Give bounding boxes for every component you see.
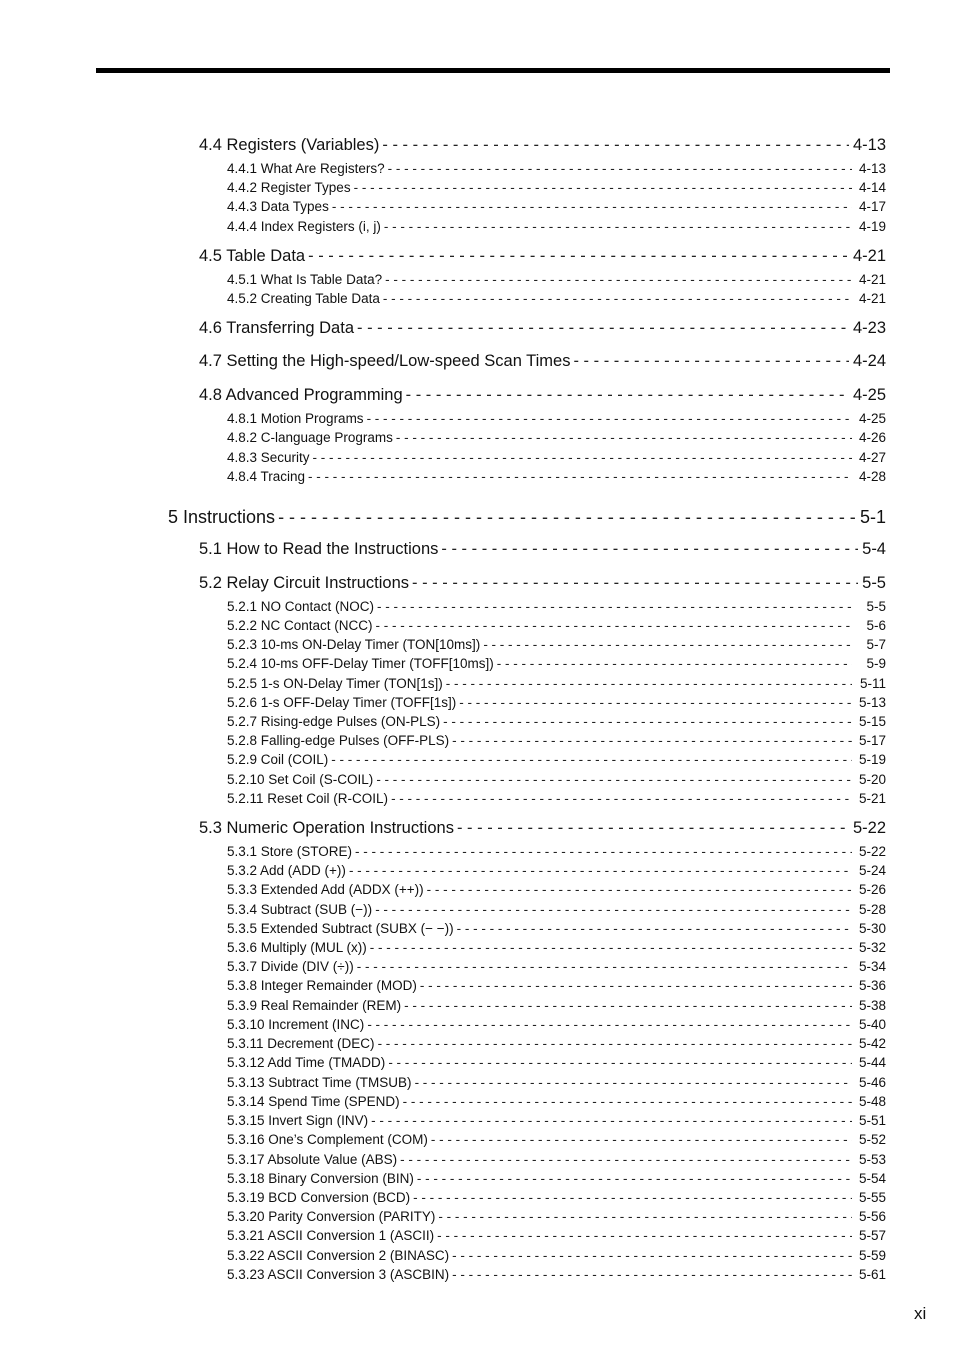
- dot-leader: [441, 540, 858, 559]
- dot-leader: [355, 844, 852, 859]
- dot-leader: [278, 507, 856, 528]
- toc-subsection-entry[interactable]: [227, 1267, 886, 1282]
- toc-subsection-entry[interactable]: [227, 599, 886, 614]
- toc-entry-title: 5.3.16 One’s Complement (COM): [227, 1132, 428, 1147]
- toc-entry-title: 4.6 Transferring Data: [199, 319, 354, 337]
- toc-entry-page: 5-9: [866, 656, 886, 671]
- toc-subsection-entry[interactable]: [227, 714, 886, 729]
- toc-entry-page: 5-61: [858, 1267, 886, 1282]
- toc-subsection-entry[interactable]: [227, 1113, 886, 1128]
- dot-leader: [443, 714, 852, 729]
- toc-entry-page: 4-13: [852, 136, 886, 154]
- toc-subsection-entry[interactable]: [227, 978, 886, 993]
- toc-subsection-entry[interactable]: [227, 637, 886, 652]
- toc-subsection-entry[interactable]: [227, 1017, 886, 1032]
- toc-entry-page: 5-22: [852, 819, 886, 837]
- toc-entry-title: 5.2.3 10-ms ON-Delay Timer (TON[10ms]): [227, 637, 481, 652]
- toc-entry-title: 4.8.1 Motion Programs: [227, 411, 364, 426]
- toc-subsection-entry[interactable]: [227, 161, 886, 176]
- toc-subsection-entry[interactable]: [227, 291, 886, 306]
- toc-entry-page: 4-26: [858, 430, 886, 445]
- toc-subsection-entry[interactable]: [227, 1228, 886, 1243]
- toc-entry-page: 4-21: [852, 247, 886, 265]
- toc-entry-title: 4.8.4 Tracing: [227, 469, 306, 484]
- dot-leader: [412, 574, 858, 593]
- dot-leader: [376, 772, 852, 787]
- toc-entry-title: 5.3.17 Absolute Value (ABS): [227, 1152, 398, 1167]
- toc-section-entry[interactable]: [199, 319, 886, 338]
- toc-section-entry[interactable]: [199, 386, 886, 405]
- toc-entry-page: 4-21: [858, 272, 886, 287]
- toc-entry-title: 4.7 Setting the High-speed/Low-speed Scan Times: [199, 352, 571, 370]
- dot-leader: [332, 199, 852, 214]
- toc-entry-page: 4-23: [852, 319, 886, 337]
- toc-entry-page: 5-24: [858, 863, 886, 878]
- toc-entry-page: 5-21: [858, 791, 886, 806]
- toc-entry-page: 5-1: [859, 507, 886, 527]
- toc-entry-page: 5-28: [858, 902, 886, 917]
- dot-leader: [417, 1171, 852, 1186]
- toc-section-entry[interactable]: [199, 574, 886, 593]
- dot-leader: [371, 1113, 852, 1128]
- toc-entry-title: 4.8.2 C-language Programs: [227, 430, 393, 445]
- toc-entry-title: 5.3.10 Increment (INC): [227, 1017, 365, 1032]
- dot-leader: [308, 469, 852, 484]
- toc-subsection-entry[interactable]: [227, 272, 886, 287]
- toc-entry-title: 5.3.14 Spend Time (SPEND): [227, 1094, 400, 1109]
- toc-entry-title: 5.3.20 Parity Conversion (PARITY): [227, 1209, 436, 1224]
- dot-leader: [376, 618, 852, 633]
- toc-subsection-entry[interactable]: [227, 1132, 886, 1147]
- toc-entry-title: 5.1 How to Read the Instructions: [199, 540, 439, 558]
- dot-leader: [388, 161, 852, 176]
- toc-entry-page: 4-25: [852, 386, 886, 404]
- toc-entry-title: 4.4.1 What Are Registers?: [227, 161, 385, 176]
- toc-entry-title: 5.3.15 Invert Sign (INV): [227, 1113, 369, 1128]
- toc-entry-title: 5.2.6 1-s OFF-Delay Timer (TOFF[1s]): [227, 695, 457, 710]
- toc-entry-title: 5.3.4 Subtract (SUB (−)): [227, 902, 373, 917]
- dot-leader: [400, 1152, 852, 1167]
- toc-entry-title: 4.4.2 Register Types: [227, 180, 351, 195]
- toc-subsection-entry[interactable]: [227, 1075, 886, 1090]
- toc-subsection-entry[interactable]: [227, 676, 886, 691]
- toc-entry-page: 5-11: [859, 676, 886, 691]
- toc-subsection-entry[interactable]: [227, 618, 886, 633]
- dot-leader: [391, 791, 852, 806]
- toc-entry-page: 4-17: [858, 199, 886, 214]
- dot-leader: [331, 752, 852, 767]
- toc-entry-title: 5.2 Relay Circuit Instructions: [199, 574, 409, 592]
- toc-entry-page: 4-19: [858, 219, 886, 234]
- toc-entry-title: 4.8.3 Security: [227, 450, 310, 465]
- toc-entry-page: 5-20: [858, 772, 886, 787]
- dot-leader: [382, 136, 849, 155]
- toc-entry-title: 5.2.7 Rising-edge Pulses (ON-PLS): [227, 714, 441, 729]
- toc-subsection-entry[interactable]: [227, 733, 886, 748]
- toc-entry-title: 5.2.9 Coil (COIL): [227, 752, 329, 767]
- toc-entry-title: 4.5.1 What Is Table Data?: [227, 272, 383, 287]
- toc-section-entry[interactable]: [199, 247, 886, 266]
- toc-entry-page: 5-53: [858, 1152, 886, 1167]
- toc-entry-page: 5-22: [858, 844, 886, 859]
- toc-entry-title: 4.5 Table Data: [199, 247, 306, 265]
- toc-entry-page: 5-5: [862, 574, 886, 592]
- toc-entry-page: 5-51: [858, 1113, 886, 1128]
- toc-entry-page: 5-7: [866, 637, 886, 652]
- toc-entry-title: 5.2.10 Set Coil (S-COIL): [227, 772, 374, 787]
- dot-leader: [357, 319, 849, 338]
- toc-entry-title: 5.3.5 Extended Subtract (SUBX (− −)): [227, 921, 454, 936]
- toc-entry-page: 5-40: [858, 1017, 886, 1032]
- toc-subsection-entry[interactable]: [227, 1036, 886, 1051]
- toc-entry-title: 4.8 Advanced Programming: [199, 386, 403, 404]
- toc-entry-title: 5.3.8 Integer Remainder (MOD): [227, 978, 417, 993]
- toc-entry-title: 5.3.21 ASCII Conversion 1 (ASCII): [227, 1228, 435, 1243]
- toc-entry-title: 5.3.11 Decrement (DEC): [227, 1036, 375, 1051]
- toc-chapter-entry[interactable]: [168, 507, 886, 528]
- dot-leader: [431, 1132, 852, 1147]
- dot-leader: [367, 1017, 852, 1032]
- toc-entry-title: 5.3 Numeric Operation Instructions: [199, 819, 454, 837]
- dot-leader: [437, 1228, 852, 1243]
- toc-subsection-entry[interactable]: [227, 411, 886, 426]
- toc-entry-page: 4-24: [852, 352, 886, 370]
- toc-entry-page: 5-19: [858, 752, 886, 767]
- toc-entry-page: 5-15: [858, 714, 886, 729]
- dot-leader: [378, 1036, 852, 1051]
- dot-leader: [367, 411, 852, 426]
- toc-entry-page: 5-59: [858, 1248, 886, 1263]
- toc-entry-page: 4-14: [858, 180, 886, 195]
- dot-leader: [452, 1267, 852, 1282]
- dot-leader: [413, 1190, 852, 1205]
- dot-leader: [573, 352, 849, 371]
- toc-entry-page: 5-48: [858, 1094, 886, 1109]
- toc-entry-page: 5-13: [858, 695, 886, 710]
- toc-subsection-entry[interactable]: [227, 1055, 886, 1070]
- toc-subsection-entry[interactable]: [227, 1094, 886, 1109]
- toc-entry-page: 5-32: [858, 940, 886, 955]
- dot-leader: [459, 695, 852, 710]
- dot-leader: [446, 676, 852, 691]
- toc-subsection-entry[interactable]: [227, 902, 886, 917]
- dot-leader: [396, 430, 852, 445]
- dot-leader: [452, 1248, 852, 1263]
- toc-subsection-entry[interactable]: [227, 199, 886, 214]
- toc-subsection-entry[interactable]: [227, 180, 886, 195]
- toc-entry-page: 4-28: [858, 469, 886, 484]
- toc-entry-title: 5.3.1 Store (STORE): [227, 844, 353, 859]
- toc-entry-title: 5.3.23 ASCII Conversion 3 (ASCBIN): [227, 1267, 450, 1282]
- toc-entry-title: 4.4.4 Index Registers (i, j): [227, 219, 381, 234]
- dot-leader: [427, 882, 852, 897]
- toc-entry-page: 5-30: [858, 921, 886, 936]
- dot-leader: [483, 637, 852, 652]
- toc-subsection-entry[interactable]: [227, 921, 886, 936]
- dot-leader: [384, 219, 852, 234]
- dot-leader: [377, 599, 852, 614]
- toc-entry-title: 5.3.13 Subtract Time (TMSUB): [227, 1075, 412, 1090]
- dot-leader: [370, 940, 852, 955]
- toc-section-entry[interactable]: [199, 819, 886, 838]
- toc-subsection-entry[interactable]: [227, 1190, 886, 1205]
- dot-leader: [308, 247, 849, 266]
- dot-leader: [354, 180, 852, 195]
- dot-leader: [349, 863, 852, 878]
- toc-subsection-entry[interactable]: [227, 791, 886, 806]
- toc-entry-title: 5.2.1 NO Contact (NOC): [227, 599, 375, 614]
- toc-entry-page: 5-26: [858, 882, 886, 897]
- dot-leader: [383, 291, 852, 306]
- toc-entry-page: 5-55: [858, 1190, 886, 1205]
- toc-entry-title: 4.4.3 Data Types: [227, 199, 329, 214]
- page-number: xi: [914, 1304, 927, 1323]
- dot-leader: [457, 921, 852, 936]
- dot-leader: [420, 978, 852, 993]
- toc-entry-page: 5-54: [858, 1171, 886, 1186]
- dot-leader: [438, 1209, 852, 1224]
- toc-subsection-entry[interactable]: [227, 469, 886, 484]
- toc-entry-title: 5.3.9 Real Remainder (REM): [227, 998, 402, 1013]
- toc-subsection-entry[interactable]: [227, 752, 886, 767]
- dot-leader: [313, 450, 852, 465]
- toc-subsection-entry[interactable]: [227, 430, 886, 445]
- toc-entry-page: 5-38: [858, 998, 886, 1013]
- dot-leader: [357, 959, 852, 974]
- dot-leader: [404, 998, 852, 1013]
- toc-entry-page: 5-46: [858, 1075, 886, 1090]
- toc-entry-title: 5.3.12 Add Time (TMADD): [227, 1055, 386, 1070]
- toc-entry-title: 5.3.7 Divide (DIV (÷)): [227, 959, 354, 974]
- toc-entry-title: 5.2.4 10-ms OFF-Delay Timer (TOFF[10ms]): [227, 656, 494, 671]
- toc-entry-page: 5-56: [858, 1209, 886, 1224]
- toc-entry-page: 5-6: [866, 618, 886, 633]
- toc-entry-page: 5-5: [866, 599, 886, 614]
- toc-subsection-entry[interactable]: [227, 772, 886, 787]
- toc-entry-title: 5.3.6 Multiply (MUL (x)): [227, 940, 367, 955]
- toc-entry-title: 5.2.2 NC Contact (NCC): [227, 618, 373, 633]
- toc-entry-page: 5-57: [858, 1228, 886, 1243]
- toc-entry-title: 4.5.2 Creating Table Data: [227, 291, 380, 306]
- dot-leader: [452, 733, 852, 748]
- toc-entry-page: 4-27: [858, 450, 886, 465]
- toc-entry-title: 5.3.19 BCD Conversion (BCD): [227, 1190, 411, 1205]
- toc-entry-title: 5.3.22 ASCII Conversion 2 (BINASC): [227, 1248, 450, 1263]
- toc-subsection-entry[interactable]: [227, 1248, 886, 1263]
- toc-subsection-entry[interactable]: [227, 219, 886, 234]
- dot-leader: [406, 386, 849, 405]
- toc-subsection-entry[interactable]: [227, 450, 886, 465]
- toc-entry-page: 5-52: [858, 1132, 886, 1147]
- toc-entry-page: 4-25: [858, 411, 886, 426]
- toc-subsection-entry[interactable]: [227, 1152, 886, 1167]
- toc-entry-page: 5-42: [858, 1036, 886, 1051]
- toc-section-entry[interactable]: [199, 352, 886, 371]
- toc-subsection-entry[interactable]: [227, 1171, 886, 1186]
- toc-subsection-entry[interactable]: [227, 959, 886, 974]
- dot-leader: [375, 902, 852, 917]
- toc-subsection-entry[interactable]: [227, 844, 886, 859]
- toc-entry-page: 4-13: [858, 161, 886, 176]
- toc-entry-title: 5.3.18 Binary Conversion (BIN): [227, 1171, 414, 1186]
- toc-section-entry[interactable]: [199, 540, 886, 559]
- toc-entry-title: 4.4 Registers (Variables): [199, 136, 380, 154]
- toc-entry-page: 5-17: [858, 733, 886, 748]
- toc-entry-title: 5.2.11 Reset Coil (R-COIL): [227, 791, 389, 806]
- toc-entry-title: 5.3.3 Extended Add (ADDX (++)): [227, 882, 424, 897]
- toc-entry-page: 5-34: [858, 959, 886, 974]
- dot-leader: [457, 819, 849, 838]
- toc-subsection-entry[interactable]: [227, 1209, 886, 1224]
- dot-leader: [385, 272, 852, 287]
- toc-subsection-entry[interactable]: [227, 656, 886, 671]
- dot-leader: [388, 1055, 852, 1070]
- toc-subsection-entry[interactable]: [227, 863, 886, 878]
- toc-section-entry[interactable]: [199, 136, 886, 155]
- toc-entry-title: 5 Instructions: [168, 507, 276, 527]
- toc-subsection-entry[interactable]: [227, 882, 886, 897]
- toc-entry-page: 5-44: [858, 1055, 886, 1070]
- toc-entry-title: 5.2.8 Falling-edge Pulses (OFF-PLS): [227, 733, 450, 748]
- toc-entry-page: 5-36: [858, 978, 886, 993]
- dot-leader: [497, 656, 852, 671]
- toc-entry-page: 5-4: [862, 540, 886, 558]
- toc-subsection-entry[interactable]: [227, 695, 886, 710]
- toc-entry-page: 4-21: [858, 291, 886, 306]
- toc-entry-title: 5.2.5 1-s ON-Delay Timer (TON[1s]): [227, 676, 443, 691]
- toc-subsection-entry[interactable]: [227, 940, 886, 955]
- dot-leader: [415, 1075, 852, 1090]
- toc-subsection-entry[interactable]: [227, 998, 886, 1013]
- dot-leader: [403, 1094, 852, 1109]
- toc-entry-title: 5.3.2 Add (ADD (+)): [227, 863, 346, 878]
